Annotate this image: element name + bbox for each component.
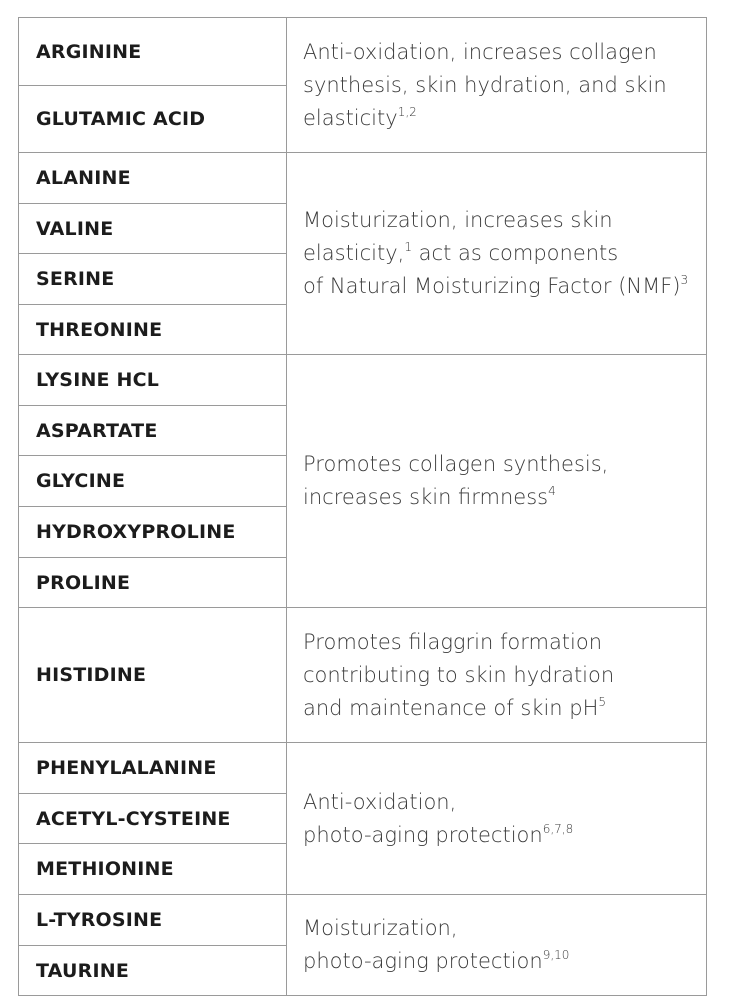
description-text: increases skin firmness xyxy=(303,485,549,509)
benefit-description xyxy=(287,608,707,743)
description-text: synthesis, skin hydration, and skin xyxy=(303,72,667,97)
description-text: and maintenance of skin pH xyxy=(303,695,599,720)
description-text: Anti-oxidation, increases collagen xyxy=(303,39,657,64)
description-line xyxy=(303,945,702,978)
amino-acid-name: HISTIDINE xyxy=(19,608,287,743)
amino-acid-name: GLUTAMIC ACID xyxy=(19,86,287,153)
description-line xyxy=(303,692,702,725)
table-body xyxy=(19,18,707,996)
description-line xyxy=(303,626,702,659)
amino-acid-name: LYSINE HCL xyxy=(19,355,287,406)
amino-acid-name: ASPARTATE xyxy=(19,406,287,456)
description-text-after: act as components xyxy=(412,241,619,265)
description-line xyxy=(303,481,702,514)
description-line xyxy=(303,912,702,945)
table-row xyxy=(19,743,707,794)
table-row xyxy=(19,153,707,204)
reference-superscript: 5 xyxy=(598,694,607,709)
description-line xyxy=(303,237,702,270)
description-text: elasticity, xyxy=(303,241,405,265)
table-row xyxy=(19,895,707,946)
amino-acid-name: GLYCINE xyxy=(19,456,287,507)
amino-acid-name: PROLINE xyxy=(19,558,287,608)
description-line xyxy=(303,448,702,481)
description-line xyxy=(303,659,702,692)
amino-acid-name: SERINE xyxy=(19,254,287,305)
reference-superscript: 4 xyxy=(548,484,556,498)
reference-superscript: 9,10 xyxy=(542,948,570,962)
amino-acid-name: PHENYLALANINE xyxy=(19,743,287,794)
table-row xyxy=(19,608,707,743)
reference-superscript: 3 xyxy=(680,273,689,287)
amino-acid-name: ARGININE xyxy=(19,18,287,86)
benefit-description xyxy=(287,18,707,153)
amino-acid-name: ACETYL-CYSTEINE xyxy=(19,794,287,844)
description-text: contributing to skin hydration xyxy=(303,662,615,687)
description-text: Promotes filaggrin formation xyxy=(303,629,603,654)
reference-superscript: 6,7,8 xyxy=(542,821,574,836)
amino-acid-name: L-TYROSINE xyxy=(19,895,287,946)
description-text: Moisturization, increases skin xyxy=(303,208,613,232)
description-text: photo-aging protection xyxy=(303,822,543,847)
amino-acid-name: THREONINE xyxy=(19,305,287,355)
table-row xyxy=(19,18,707,86)
description-text: Promotes collagen synthesis, xyxy=(303,452,609,476)
description-text: photo-aging protection xyxy=(303,949,543,973)
amino-acid-name: HYDROXYPROLINE xyxy=(19,507,287,558)
description-line xyxy=(303,102,702,135)
description-line xyxy=(303,819,702,852)
table-row xyxy=(19,355,707,406)
amino-acid-name: METHIONINE xyxy=(19,844,287,895)
amino-acid-table-container xyxy=(18,17,707,996)
benefit-description xyxy=(287,153,707,355)
description-line xyxy=(303,270,702,303)
description-line xyxy=(303,69,702,102)
benefit-description xyxy=(287,355,707,608)
description-line xyxy=(303,786,702,819)
benefit-description xyxy=(287,895,707,996)
description-text: Moisturization, xyxy=(303,916,458,940)
amino-acid-name: VALINE xyxy=(19,204,287,254)
description-line xyxy=(303,36,702,69)
reference-superscript: 1,2 xyxy=(397,104,417,119)
reference-superscript: 1 xyxy=(404,240,412,254)
amino-acid-name: ALANINE xyxy=(19,153,287,204)
benefit-description xyxy=(287,743,707,895)
description-line xyxy=(303,204,702,237)
description-text: elasticity xyxy=(303,105,398,130)
description-text: of Natural Moisturizing Factor (NMF) xyxy=(303,274,681,298)
description-text: Anti-oxidation, xyxy=(303,789,457,814)
amino-acid-benefits-table xyxy=(18,17,707,996)
amino-acid-name: TAURINE xyxy=(19,946,287,996)
